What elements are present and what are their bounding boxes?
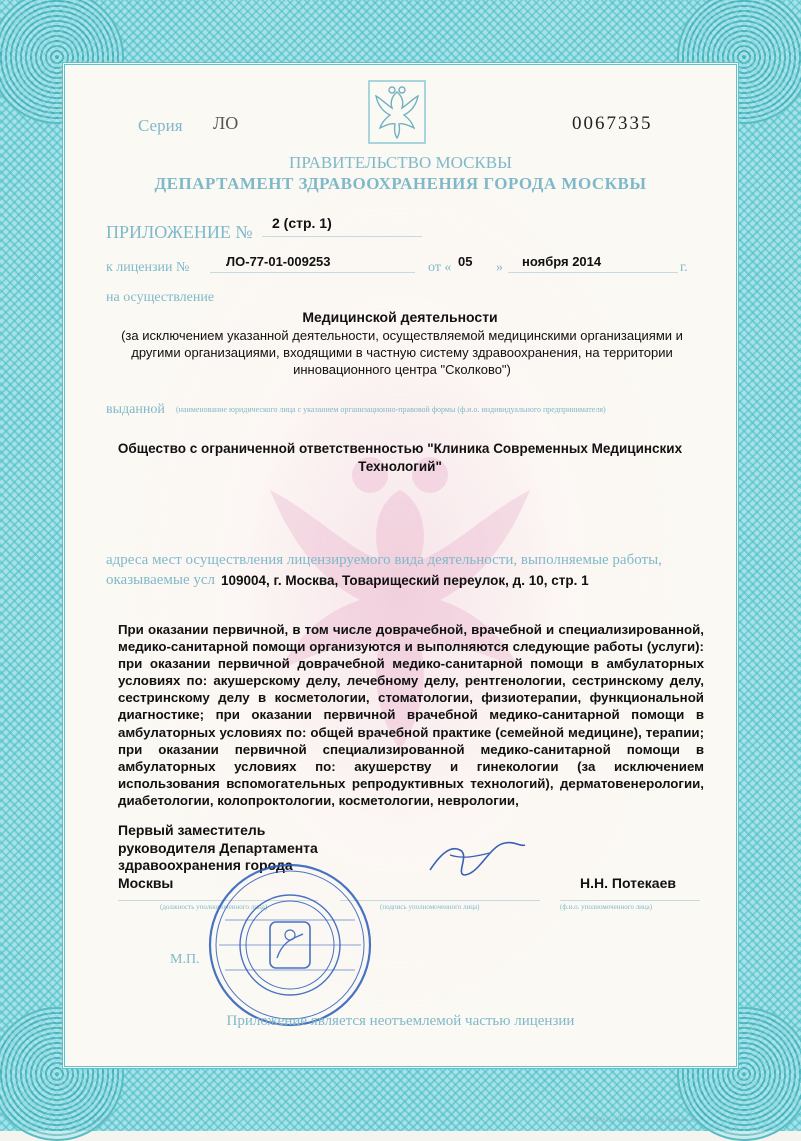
license-day: 05 — [458, 254, 473, 269]
printer-info: ООО «ГТ ПРИ», г. Москва, 2014 год, уровень В — [565, 1118, 696, 1124]
department-title: ДЕПАРТАМЕНТ ЗДРАВООХРАНЕНИЯ ГОРОДА МОСКВЫ — [154, 174, 647, 193]
underline — [508, 272, 678, 273]
series-label: Серия — [138, 116, 183, 135]
form-code: А0014 — [92, 1118, 110, 1124]
activity-label: на осуществление — [106, 290, 215, 305]
license-number: ЛО-77-01-009253 — [226, 254, 331, 269]
underline — [210, 272, 415, 273]
appendix-label: ПРИЛОЖЕНИЕ № — [106, 222, 253, 242]
activity-title: Медицинской деятельности — [302, 309, 498, 325]
issued-label: выданной — [106, 402, 165, 417]
signatory-name: Н.Н. Потекаев — [580, 875, 676, 891]
underline — [560, 900, 700, 901]
underline — [262, 236, 422, 237]
license-month-year: ноября 2014 — [522, 254, 602, 269]
activity-description: (за исключением указанной деятельности, осуществляемой медицинскими организациями и другими организациями, входящими в частную систему здравоохранения, на территории инновационного центра "Сколково") — [121, 328, 683, 377]
form-number: 0067335 — [572, 113, 653, 134]
coat-of-arms-icon — [368, 80, 426, 144]
license-label: к лицензии № — [106, 260, 190, 275]
address-label-line2: оказываемые усл — [106, 572, 216, 588]
address-label-line1: адреса мест осуществления лицензируемого вида деятельности, выполняемые работы, — [106, 552, 662, 568]
issued-hint: (наименование юридического лица с указанием организационно-правовой формы (ф.и.о. индивидуального предпринимателя) — [176, 405, 606, 414]
signature-image — [420, 825, 530, 885]
signatory-position: Первый заместитель руководителя Департамента здравоохранения города Москвы — [118, 822, 318, 891]
address-value: 109004, г. Москва, Товарищеский переулок, д. 10, стр. 1 — [221, 573, 589, 588]
organization-name: Общество с ограниченной ответственностью "Клиника Современных Медицинских Технологий" — [117, 441, 683, 474]
services-text: При оказании первичной, в том числе доврачебной, врачебной и специализированной, медико-санитарной помощи организуются и выполняются следующие работы (услуги): при оказании первичной доврачебной медико-санитарной помощи в амбулаторных условиях по: акушерскому делу, лечебному делу, рентгенологии, сестринскому делу, сестринскому делу в косметологии, стоматологии, физиотерапии, функциональной диагностике; при оказании первичной врачебной медико-санитарной помощи в амбулаторных условиях по: общей врачебной практике (семейной медицине), терапии; при оказании первичной специализированной медико-санитарной помощи в амбулаторных условиях по: акушерству и гинекологии (за исключением использования вспомогательных репродуктивных технологий), дерматовенерологии, диабетологии, колопроктологии, косметологии, неврологии, — [118, 622, 704, 808]
mp-label: М.П. — [170, 952, 200, 967]
government-title: ПРАВИТЕЛЬСТВО МОСКВЫ — [289, 153, 512, 172]
name-hint: (ф.и.о. уполномоченного лица) — [560, 903, 653, 911]
series-value: ЛО — [213, 113, 239, 133]
date-from-label: от « — [428, 260, 452, 275]
official-seal-icon — [205, 860, 375, 1030]
signature-hint: (подпись уполномоченного лица) — [380, 903, 480, 911]
date-day-close: » — [496, 260, 503, 275]
year-suffix: г. — [680, 260, 688, 275]
position-hint: (должность уполномоченного лица) — [160, 903, 268, 911]
footer-note: Приложение является неотъемлемой частью лицензии — [226, 1013, 575, 1029]
appendix-number: 2 (стр. 1) — [272, 215, 332, 231]
